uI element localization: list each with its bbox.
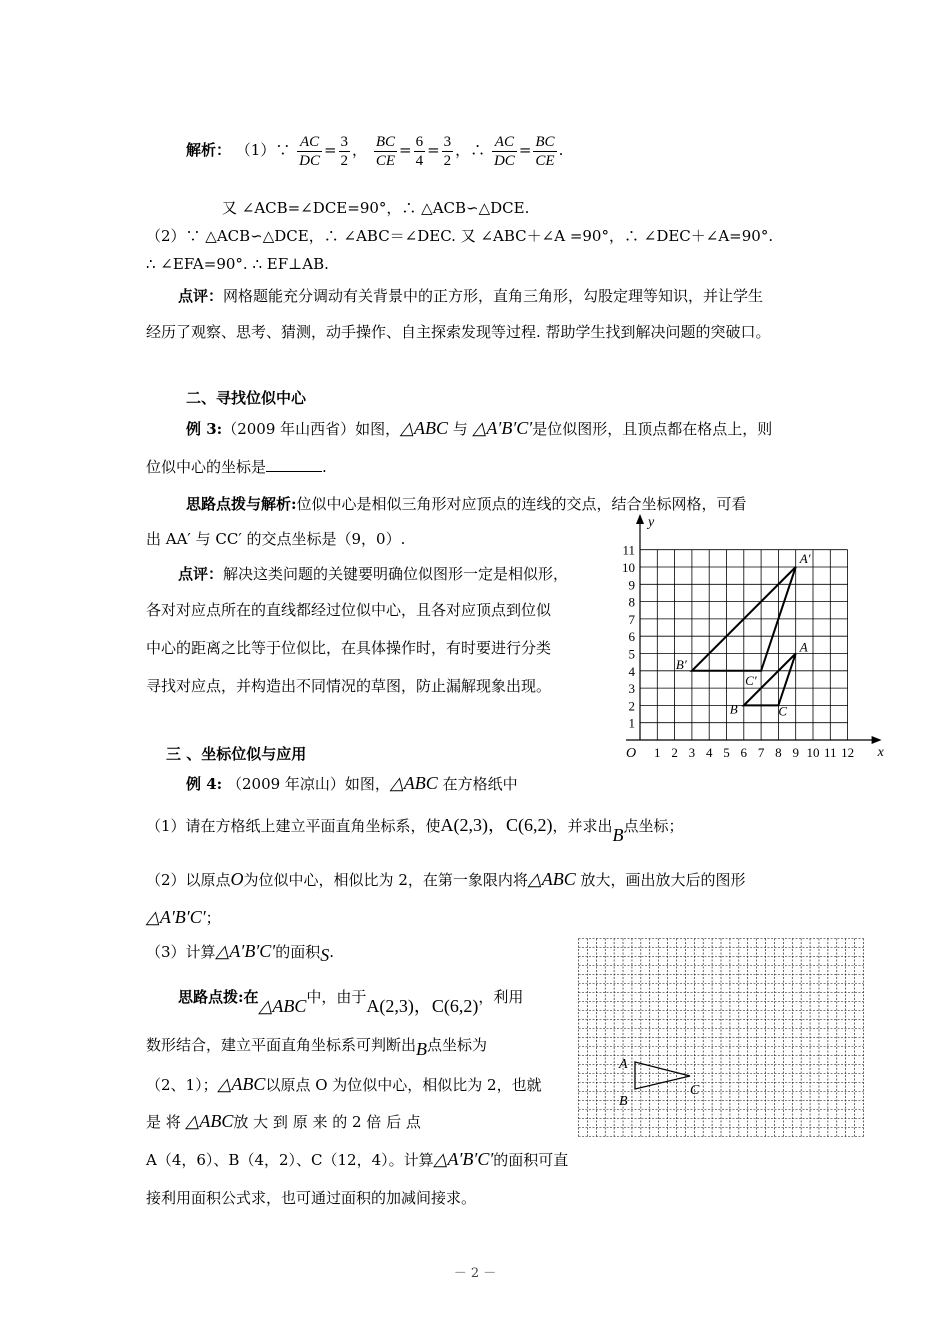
fraction-6-4: $\frac{6}{4}$: [415, 133, 424, 169]
coordinate-graph: [600, 512, 900, 767]
y-axis-arrow: [636, 514, 644, 524]
fraction-bc-ce-b: $\frac{BC}{CE}$: [535, 133, 555, 169]
hint4-line-4: 是 将 △ABC放 大 到 原 来 的 2 倍 后 点: [146, 1111, 421, 1131]
y-tick-label: 4: [628, 663, 635, 679]
hint2-line-1: 思路点拨与解析:位似中心是相似三角形对应顶点的连线的交点，结合坐标网格，可看: [186, 495, 747, 513]
grid-paper: [578, 938, 864, 1138]
analysis-line-3: （2）∵ △ACB∽△DCE，∴ ∠ABC＝∠DEC. 又 ∠ABC＋∠A =90°，∴ ∠DEC＋∠A=90°.: [146, 227, 774, 245]
x-axis-arrow: [872, 736, 882, 744]
analysis-label: 解析：: [186, 141, 232, 159]
label-a: A: [619, 1057, 628, 1072]
answer-blank[interactable]: [266, 457, 322, 472]
comment2-line-3: 中心的距离之比等于位似比，在具体操作时，有时要进行分类: [146, 639, 552, 657]
y-tick-label: 2: [628, 698, 635, 714]
y-tick-label: 7: [628, 611, 635, 627]
x-tick-label: 11: [824, 745, 837, 760]
y-tick-label: 5: [628, 646, 635, 662]
comment2-line-2: 各对对应点所在的直线都经过位似中心，且各对应顶点到位似: [146, 601, 552, 619]
point-label: B′: [675, 656, 687, 672]
example4-line-1: 例 4: （2009 年凉山）如图，△ABC 在方格纸中: [186, 773, 518, 793]
question-1: （1）请在方格纸上建立平面直角坐标系，使A(2,3)，C(6,2)，并求出B点坐标；: [146, 815, 684, 845]
y-tick-label: 6: [628, 629, 635, 645]
example3-line-1: 例 3:（2009 年山西省）如图，△ABC 与 △A′B′C′是位似图形，且顶点都在格点上，则: [186, 418, 773, 438]
page-number: － 2 －: [453, 1266, 497, 1281]
x-tick-label: 2: [671, 745, 678, 760]
fraction-ac-dc-b: $\frac{AC}{DC}$: [493, 133, 515, 169]
analysis-line-4: ∴ ∠EFA=90°. ∴ EF⊥AB.: [146, 255, 329, 273]
section3-heading: 三 、坐标位似与应用: [166, 745, 307, 763]
y-tick-label: 8: [628, 594, 635, 610]
comment1-line-2: 经历了观察、思考、猜测，动手操作、自主探索发现等过程. 帮助学生找到解决问题的突破口。: [146, 323, 771, 341]
comment2-line-1: 点评：解决这类问题的关键要明确位似图形一定是相似形，: [178, 565, 569, 583]
comment1-label: 点评：: [178, 287, 224, 305]
hint2-line-2: 出 AA′ 与 CC′ 的交点坐标是（9，0）.: [146, 530, 406, 548]
triangle-abc: [635, 1062, 690, 1089]
y-tick-label: 10: [622, 560, 635, 575]
fraction-ac-dc: $\frac{AC}{DC}$: [299, 133, 320, 169]
fraction-3-2-b: $\frac{3}{2}$: [443, 133, 452, 169]
y-axis-label: y: [648, 515, 655, 530]
x-tick-label: 9: [792, 745, 799, 760]
x-axis-label: x: [877, 745, 884, 760]
label-c: C: [690, 1083, 700, 1098]
comment1-line-1: 点评：网格题能充分调动有关背景中的正方形，直角三角形，勾股定理等知识，并让学生: [178, 287, 764, 305]
analysis-line-2: 又 ∠ACB=∠DCE=90°，∴ △ACB∽△DCE.: [222, 199, 530, 217]
x-tick-label: 8: [775, 745, 782, 760]
x-tick-label: 3: [688, 745, 696, 760]
point-label: B: [729, 701, 738, 717]
hint4-line-3: （2、1）；△ABC以原点 O 为位似中心，相似比为 2，也就: [146, 1074, 542, 1094]
point-label: A′: [799, 551, 811, 566]
point-label: A: [799, 639, 808, 655]
comment2-line-4: 寻找对应点，并构造出不同情况的草图，防止漏解现象出现。: [146, 677, 552, 695]
point-label: C′: [745, 672, 757, 688]
hint4-line-5: A（4，6）、B（4，2）、C（12，4）。计算△A′B′C′的面积可直: [146, 1149, 569, 1169]
hint4-line-6: 接利用面积公式求，也可通过面积的加减间接求。: [146, 1189, 477, 1207]
fraction-3-2: $\frac{3}{2}$: [340, 133, 349, 169]
y-tick-label: 9: [628, 577, 635, 593]
fraction-bc-ce: $\frac{BC}{CE}$: [375, 133, 396, 169]
question-2-cont: △A′B′C′；: [146, 907, 221, 927]
section2-heading: 二、寻找位似中心: [186, 389, 307, 407]
label-b: B: [619, 1094, 628, 1109]
x-tick-label: 7: [757, 745, 765, 760]
x-tick-label: 5: [723, 745, 730, 760]
y-tick-label: 3: [628, 681, 635, 697]
y-tick-label: 1: [628, 715, 635, 731]
analysis-line-1: 解析： （1）∵ $\frac{AC}{DC}$ = $\frac{3}{2}$ ， $\frac{BC}{CE}$ = $\frac{6}{4}$ = $\frac{3}{2}$ ，∴ $\frac{AC}{DC}$ = $\frac{BC}{CE}$ .: [186, 133, 564, 169]
example3-line-2: 位似中心的坐标是 .: [146, 458, 327, 476]
tick-labels: [622, 543, 854, 760]
hint4-line-1: 思路点拨:在△ABC中，由于A(2,3)，C(6,2)，利用: [178, 988, 524, 1016]
question-3: （3）计算△A′B′C′的面积S.: [146, 941, 334, 965]
x-tick-label: 4: [705, 745, 713, 760]
analysis-part1-prefix: （1）∵: [235, 141, 291, 159]
x-tick-label: 6: [740, 745, 748, 760]
point-labels: [676, 551, 811, 718]
axes: [626, 514, 885, 761]
grid-lines: [640, 550, 848, 740]
y-tick-label: 11: [622, 542, 635, 558]
point-label: C: [778, 703, 788, 719]
origin-label: O: [626, 746, 637, 761]
question-2: （2）以原点O为位似中心，相似比为 2，在第一象限内将△ABC 放大，画出放大后的图形: [146, 869, 746, 889]
x-tick-label: 1: [654, 745, 661, 760]
x-tick-label: 10: [806, 745, 820, 760]
x-tick-label: 12: [841, 745, 855, 760]
hint4-line-2: 数形结合，建立平面直角坐标系可判断出B点坐标为: [146, 1036, 488, 1059]
